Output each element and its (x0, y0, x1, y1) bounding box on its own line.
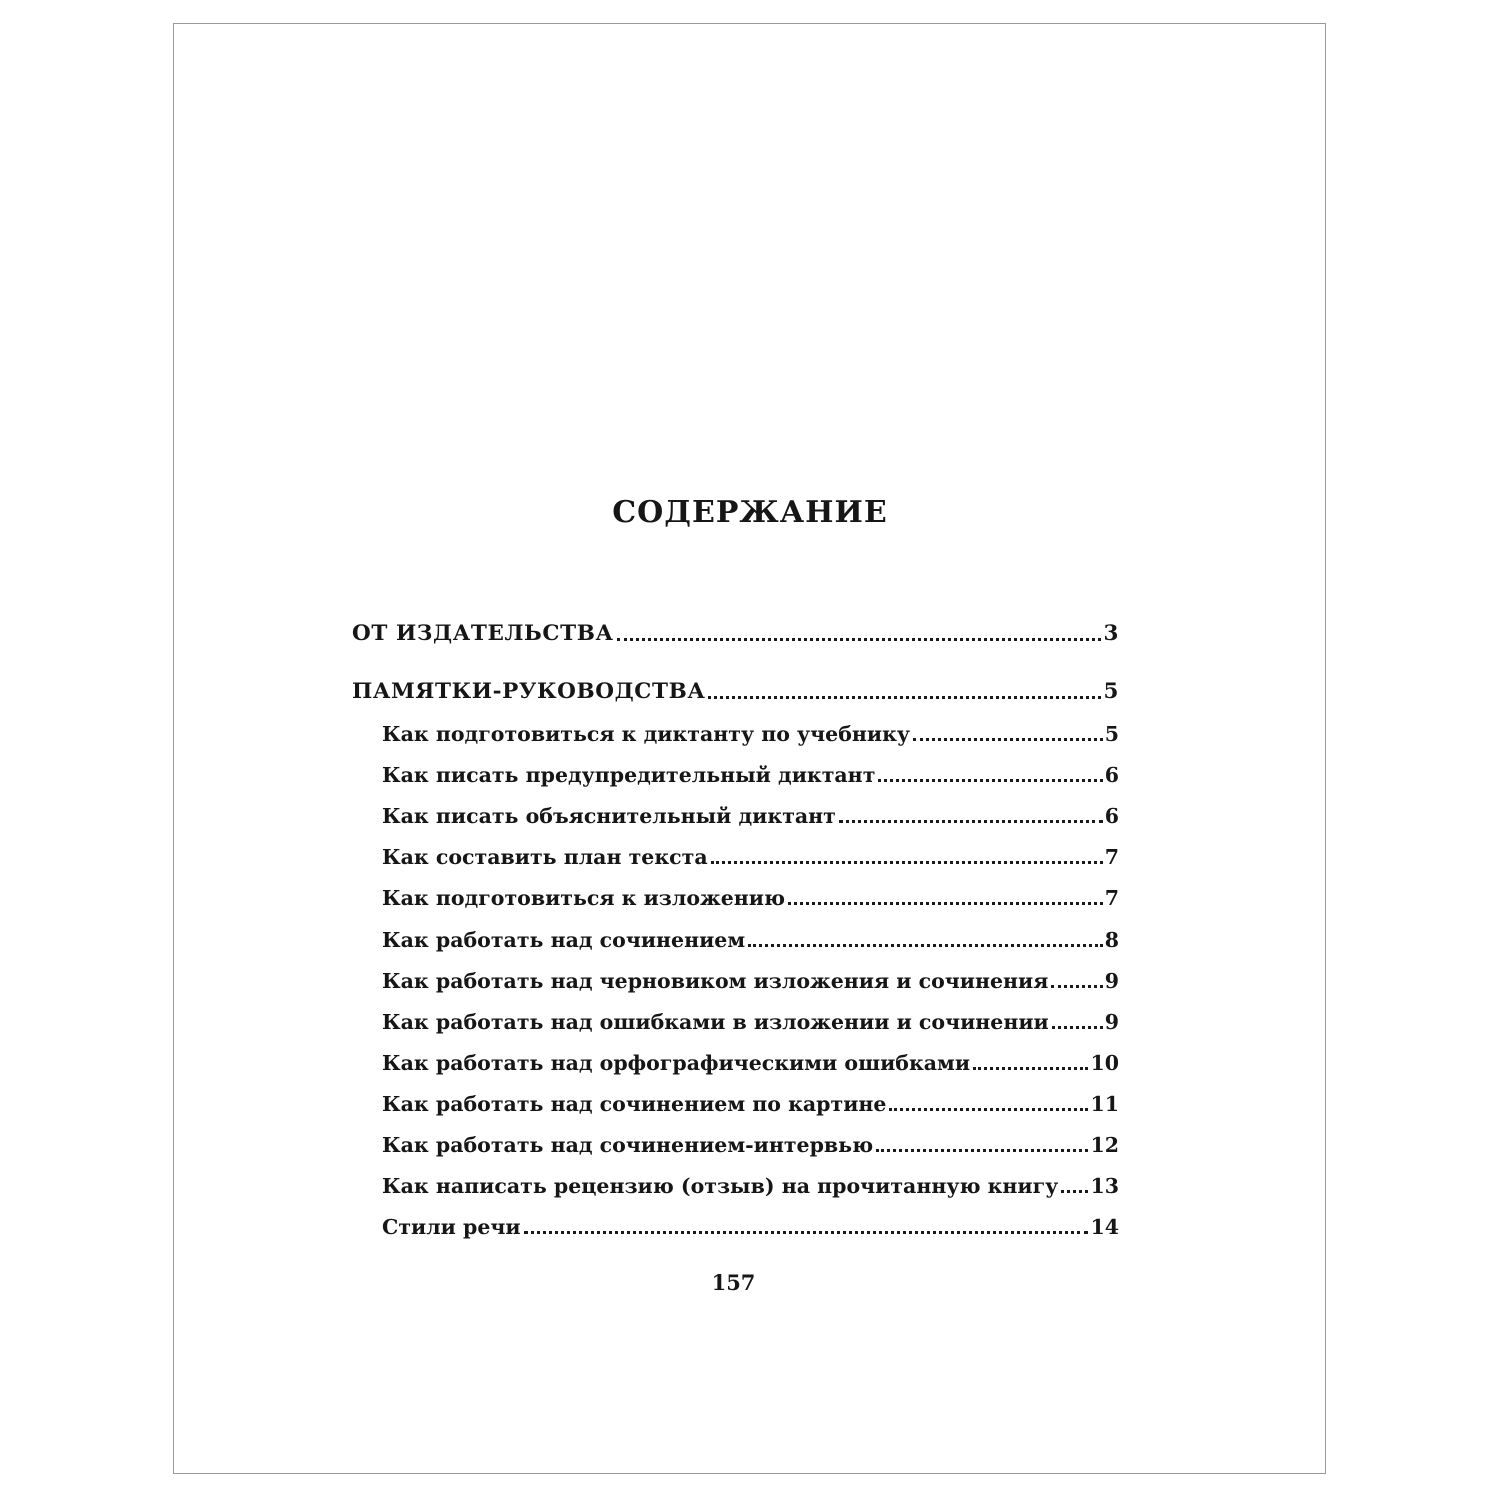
toc-entry (382, 920, 1119, 954)
dot-leader (711, 861, 1103, 864)
toc-entry-guides-section (352, 672, 1119, 706)
dot-leader (889, 1108, 1088, 1111)
toc-entry-label: Как подготовиться к изложению (382, 886, 785, 910)
dot-leader (878, 779, 1102, 782)
toc-entry (382, 1084, 1119, 1118)
toc-entry-page: 7 (1104, 845, 1119, 869)
toc-entry-page: 7 (1104, 886, 1119, 910)
dot-leader (839, 820, 1103, 823)
dot-leader (1052, 1026, 1103, 1029)
toc-entry (382, 1125, 1119, 1159)
dot-leader (788, 902, 1103, 905)
dot-leader (1051, 985, 1102, 988)
toc-entry-label: Как составить план текста (382, 845, 708, 869)
book-page (173, 23, 1326, 1474)
toc-entry-label: Как работать над орфографическими ошибками (382, 1051, 971, 1075)
toc-entry-label: Как писать предупредительный диктант (382, 763, 876, 787)
toc-entry-label: ПАМЯТКИ-РУКОВОДСТВА (352, 679, 706, 704)
toc-entry-page: 10 (1090, 1051, 1119, 1075)
dot-leader (876, 1149, 1088, 1152)
toc-entry-page: 3 (1103, 621, 1119, 646)
toc-entry (382, 1166, 1119, 1200)
dot-leader (973, 1067, 1088, 1070)
toc-entry-label: Как писать объяснительный диктант (382, 804, 836, 828)
toc-entry (382, 755, 1119, 789)
toc-entry (382, 961, 1119, 995)
toc-entry-page: 11 (1090, 1092, 1119, 1116)
toc-entry-page: 8 (1104, 928, 1119, 952)
toc-entry-publisher (352, 614, 1119, 648)
toc-entry-page: 6 (1104, 804, 1119, 828)
toc-entry (382, 1207, 1119, 1241)
toc-entry-page: 13 (1090, 1174, 1119, 1198)
dot-leader (913, 738, 1103, 741)
toc-entry-page: 6 (1104, 763, 1119, 787)
toc-entry (382, 837, 1119, 871)
toc-entry (382, 878, 1119, 912)
toc-entry-label: Как написать рецензию (отзыв) на прочитанную книгу (382, 1174, 1059, 1198)
toc-entry-page: 9 (1104, 969, 1119, 993)
toc-title: СОДЕРЖАНИЕ (612, 495, 888, 530)
dot-leader (617, 638, 1102, 641)
toc-entry-page: 9 (1104, 1010, 1119, 1034)
dot-leader (708, 696, 1101, 699)
toc-entry-label: Как работать над сочинением (382, 928, 746, 952)
toc-entry-page: 5 (1104, 722, 1119, 746)
toc-entry-label: Как работать над сочинением-интервью (382, 1133, 874, 1157)
toc-entry-label: Как работать над сочинением по картине (382, 1092, 887, 1116)
dot-leader (524, 1231, 1089, 1234)
page-number: 157 (711, 1270, 756, 1295)
dot-leader (1061, 1190, 1088, 1193)
toc-entry-page: 14 (1090, 1215, 1119, 1239)
toc-entry-page: 12 (1090, 1133, 1119, 1157)
toc-entry-label: Как работать над черновиком изложения и сочинения (382, 969, 1049, 993)
toc-entry-label: Как подготовиться к диктанту по учебнику (382, 722, 911, 746)
toc-entry (382, 714, 1119, 748)
toc-entry-label: ОТ ИЗДАТЕЛЬСТВА (352, 621, 614, 646)
toc-entry-page: 5 (1103, 679, 1119, 704)
toc-entry (382, 796, 1119, 830)
toc-entry (382, 1043, 1119, 1077)
toc-entry-label: Как работать над ошибками в изложении и сочинении (382, 1010, 1049, 1034)
toc-entry (382, 1002, 1119, 1036)
toc-entry-label: Стили речи (382, 1215, 521, 1239)
dot-leader (748, 944, 1103, 947)
